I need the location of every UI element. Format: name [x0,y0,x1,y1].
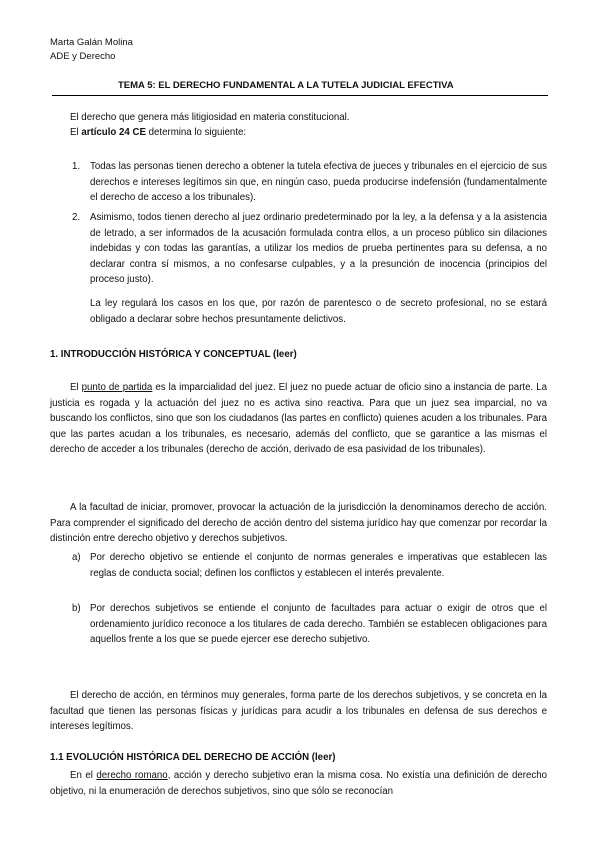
author-name: Marta Galán Molina [50,37,133,48]
article-reference: artículo 24 CE [81,127,146,138]
intro-line-2: El artículo 24 CE determina lo siguiente: [70,127,247,138]
section-1-heading: 1. INTRODUCCIÓN HISTÓRICA Y CONCEPTUAL (leer) [50,349,297,360]
punto-de-partida-link: punto de partida [81,382,153,393]
article-item-1-number: 1. [72,161,81,172]
intro-line-1: El derecho que genera más litigiosidad en materia constitucional. [70,112,350,123]
item-a-label: a) [72,552,81,563]
section-1-1-heading: 1.1 EVOLUCIÓN HISTÓRICA DEL DERECHO DE ACCIÓN (leer) [50,752,336,763]
item-a-text: Por derecho objetivo se entiende el conjunto de normas generales e imperativas que establecen las reglas de conducta social; definen los conflictos y establecen el interés prevalente. [90,552,547,579]
program-name: ADE y Derecho [50,51,116,62]
article-item-2-number: 2. [72,212,81,223]
section-1-1-paragraph: En el derecho romano, acción y derecho subjetivo eran la misma cosa. No existía una definición de derecho objetivo, ni la enumeración de derechos subjetivos, sino que sólo se reconocían [50,770,547,797]
derecho-romano-link: derecho romano [96,770,168,781]
page-title: TEMA 5: EL DERECHO FUNDAMENTAL A LA TUTELA JUDICIAL EFECTIVA [118,80,454,91]
section-1-paragraph-3: El derecho de acción, en términos muy generales, forma parte de los derechos subjetivos, y se concreta en la facultad que tienen las personas físicas y jurídicas para acudir a los tribunales en defensa de sus derechos e intereses legítimos. [50,690,547,732]
title-rule [52,95,548,96]
section-1-paragraph-1: El punto de partida es la imparcialidad del juez. El juez no puede actuar de oficio sino a instancia de parte. La justicia es rogada y la actuación del juez no es activa sino reactiva. Para que un juez sea imparcial, no va buscando los conflictos, sino que son los ciudadanos (las partes en conflicto) quienes acuden a los tribunales. Para que las partes acudan a los tribunales, es necesario, además del conflicto, que se garantice a las mismas el derecho de acceder a los tribunales (derecho de acción, derivado de esa pasividad de los tribunales). [50,382,547,455]
article-item-2-continuation: La ley regulará los casos en los que, por razón de parentesco o de secreto profesional, no se estará obligado a declarar sobre hechos presuntamente delictivos. [90,298,547,325]
section-1-paragraph-2: A la facultad de iniciar, promover, provocar la actuación de la jurisdicción la denominamos derecho de acción. Para comprender el significado del derecho de acción dentro del sistema jurídico hay que comenzar por recordar la distinción entre derecho objetivo y derechos subjetivos. [50,502,547,544]
article-item-2: Asimismo, todos tienen derecho al juez ordinario predeterminado por la ley, a la defensa y a la asistencia de letrado, a ser informados de la acusación formulada contra ellos, a un proceso público sin dilaciones indebidas y con todas las garantías, a utilizar los medios de prueba pertinentes para su defensa, a no declarar contra sí mismos, a no confesarse culpables, y a la presunción de inocencia (principios del proceso justo). [90,212,547,285]
item-b-label: b) [72,603,81,614]
article-item-1: Todas las personas tienen derecho a obtener la tutela efectiva de jueces y tribunales en el ejercicio de sus derechos e intereses legítimos sin que, en ningún caso, pueda producirse indefensión (fundamentalmente el derecho de acceso a los tribunales). [90,161,547,203]
item-b-text: Por derechos subjetivos se entiende el conjunto de facultades para actuar o exigir de otros que el ordenamiento jurídico reconoce a los titulares de cada derecho. También se establecen obligaciones para aquellos frente a los que se puede ejercer ese derecho subjetivo. [90,603,547,645]
